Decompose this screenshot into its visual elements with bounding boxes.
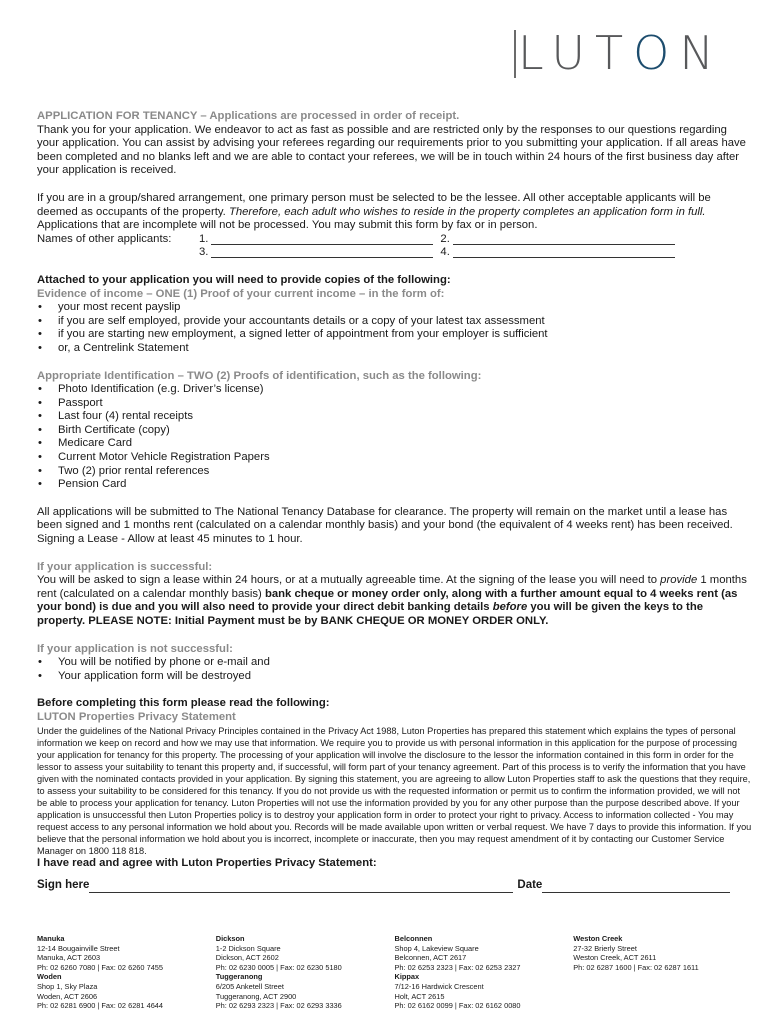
office-phone: Ph: 02 6293 2323 | Fax: 02 6293 3336 xyxy=(215,1001,342,1011)
date-field[interactable] xyxy=(542,881,730,893)
office-column xyxy=(573,934,752,1011)
applicant-2-field[interactable] xyxy=(453,233,675,245)
office-name: Kippax xyxy=(394,972,420,982)
office-name: Tuggeranong xyxy=(215,972,263,982)
office-address: 7/12-16 Hardwick Crescent xyxy=(394,981,484,991)
list-item: • if you are self employed, provide your accountants details or a copy of your latest tax assessment xyxy=(37,315,752,329)
office-suburb: Manuka, ACT 2603 xyxy=(37,953,101,963)
applicant-4-label: 4. xyxy=(440,246,450,259)
names-indent xyxy=(37,246,197,260)
office-suburb: Dickson, ACT 2602 xyxy=(215,953,279,963)
attached-heading-text: Attached to your application you will need to provide copies of the following: xyxy=(37,273,451,286)
successful-text-5: before xyxy=(492,601,528,614)
office-phone: Ph: 02 6260 7080 | Fax: 02 6260 7455 xyxy=(37,962,164,972)
group-text-3: Applications that are incomplete will not be processed. You may submit this form by fax or in person. xyxy=(37,219,538,232)
list-item: • Medicare Card xyxy=(37,437,752,451)
names-label: Names of other applicants: xyxy=(37,232,172,245)
office-name: Weston Creek xyxy=(573,934,623,943)
office-column xyxy=(395,934,574,1011)
applicant-3-field[interactable] xyxy=(211,246,433,258)
office-column xyxy=(37,934,216,1011)
successful-text-6: you will be given the keys to the property. PLEASE NOTE: Initial Payment must be by BANK CHEQUE OR MONEY ORDER ONLY. xyxy=(37,601,704,627)
list-item: • Pension Card xyxy=(37,478,752,492)
list-item: • You will be notified by phone or e-mail and xyxy=(37,656,752,670)
income-list xyxy=(37,301,752,355)
privacy-statement: Under the guidelines of the National Privacy Principles contained in the Privacy Act 1988, Luton Properties has prepared this statement which explains the types of personal information we keep on record and how we may use that information. We require you to provide us with personal information in this application for the purpose of processing your application for tenancy for this property. The processing of your application will involve the disclosure to the lessor the information contained in this form in order for the lessor to assess your suitability to tenant this property and, if successful, will form part of your tenancy agreement. Part of this process is to verify the information that you have given with the nominated contacts provided in your application. By signing this statement, you are agreeing to allow Luton Properties staff to ask the questions that they require, to assess your suitability to be considered for this tenancy. If you do not provide us with the requested information or permit us to confirm the information provided, we will not be able to process your application for tenancy. Luton Properties will not use the information provided by you for any other purpose than the purpose described above. If your application is unsuccessful then Luton Properties policy is to destroy your application form in order to protect your right to privacy. Access to information collected - You may request access to any personal information we hold about you. Records will be made available upon written or verbal request. We have 7 days to provide this information. If you believe that the personal information we hold about you is incorrect, incomplete or inaccurate, then you may request amendment of it by contacting our Customer Service Manager on 1800 118 818. xyxy=(37,725,752,856)
identification-heading: Appropriate Identification – TWO (2) Proofs of identification, such as the following: xyxy=(37,369,482,382)
list-item: • your most recent payslip xyxy=(37,301,752,315)
logo-divider xyxy=(514,30,516,78)
applicant-2-label: 2. xyxy=(440,232,450,245)
successful-heading: If your application is successful: xyxy=(37,560,213,573)
office-address: Shop 4, Lakeview Square xyxy=(394,943,479,953)
list-item: • or, a Centrelink Statement xyxy=(37,342,752,356)
list-item: • Last four (4) rental receipts xyxy=(37,410,752,424)
database-paragraph: All applications will be submitted to The National Tenancy Database for clearance. The property will remain on the market until a lease has been signed and 1 months rent (calculated on a calendar monthly basis) and your bond (the equivalent of 4 weeks rent) has been received. Signing a Lease - Allow at least 45 minutes to 1 hour. xyxy=(37,505,733,546)
application-heading: APPLICATION FOR TENANCY – Applications are processed in order of receipt. xyxy=(37,110,460,122)
signature-row xyxy=(37,879,752,893)
list-item: • Birth Certificate (copy) xyxy=(37,424,752,438)
office-name: Belconnen xyxy=(394,934,433,943)
office-address: 1-2 Dickson Square xyxy=(215,943,281,953)
not-successful-heading: If your application is not successful: xyxy=(37,642,233,655)
list-item: • Your application form will be destroyed xyxy=(37,670,752,684)
attached-heading xyxy=(37,274,752,288)
not-successful-list xyxy=(37,656,752,683)
list-item: • Photo Identification (e.g. Driver’s license) xyxy=(37,383,752,397)
office-suburb: Holt, ACT 2615 xyxy=(394,991,445,1001)
office-address: 6/205 Anketell Street xyxy=(215,981,284,991)
logo-text: LUTON xyxy=(518,26,724,80)
income-heading: Evidence of income – ONE (1) Proof of your current income – in the form of: xyxy=(37,287,445,300)
list-item: • Current Motor Vehicle Registration Papers xyxy=(37,451,752,465)
successful-paragraph xyxy=(37,574,752,628)
agree-statement xyxy=(37,857,752,871)
identification-list xyxy=(37,383,752,492)
successful-text-1: You will be asked to sign a lease within 24 hours, or at a mutually agreeable time. At the signing of the lease you will need to xyxy=(37,574,661,587)
successful-text-4: bank cheque or money order only, along with a further amount equal to 4 weeks rent (as your bond) is due and you will also need to provide your direct debit banking details xyxy=(37,587,738,614)
office-address: 12-14 Bougainville Street xyxy=(37,943,120,953)
office-suburb: Weston Creek, ACT 2611 xyxy=(573,953,657,963)
before-heading xyxy=(37,697,752,711)
other-applicants-row-2 xyxy=(37,246,752,260)
list-item: • if you are starting new employment, a signed letter of appointment from your employer is sufficient xyxy=(37,328,752,342)
office-address: Shop 1, Sky Plaza xyxy=(37,981,98,991)
office-suburb: Belconnen, ACT 2617 xyxy=(394,953,467,963)
group-paragraph xyxy=(37,192,752,233)
office-phone: Ph: 02 6162 0099 | Fax: 02 6162 0080 xyxy=(394,1001,521,1011)
office-name: Woden xyxy=(37,972,62,982)
agree-text: I have read and agree with Luton Properties Privacy Statement: xyxy=(37,856,377,869)
office-phone: Ph: 02 6253 2323 | Fax: 02 6253 2327 xyxy=(394,962,521,972)
applicant-1-label: 1. xyxy=(199,232,209,245)
list-item: • Two (2) prior rental references xyxy=(37,465,752,479)
signature-field[interactable] xyxy=(89,881,513,893)
date-label: Date xyxy=(517,879,543,892)
group-text-2: Therefore, each adult who wishes to reside in the property completes an application form in full. xyxy=(225,205,706,218)
successful-text-3: 1 months rent (calculated on a calendar monthly basis) xyxy=(37,574,747,600)
office-phone: Ph: 02 6287 1600 | Fax: 02 6287 1611 xyxy=(573,962,699,972)
list-item: • Passport xyxy=(37,397,752,411)
office-phone: Ph: 02 6230 0005 | Fax: 02 6230 5180 xyxy=(215,962,342,972)
privacy-heading: LUTON Properties Privacy Statement xyxy=(37,710,236,723)
group-text-1: If you are in a group/shared arrangement, one primary person must be selected to be the lessee. All other acceptable applicants will be deemed as occupants of the property. xyxy=(37,191,711,218)
applicant-4-field[interactable] xyxy=(453,246,675,258)
office-suburb: Tuggeranong, ACT 2900 xyxy=(215,991,297,1001)
other-applicants-row xyxy=(37,233,752,247)
office-locations xyxy=(37,934,752,1011)
intro-paragraph: Thank you for your application. We endeavor to act as fast as possible and are restricted only by the responses to our questions regarding your application. You can assist by advising your referees regarding our requirements prior to you submitting your application. If all areas have been completed and no blanks left and we are able to contact your referees, we will be in touch within 24 hours of the first business day after your application is received. xyxy=(37,123,746,177)
office-name: Dickson xyxy=(215,934,245,943)
luton-logo xyxy=(518,28,724,78)
office-phone: Ph: 02 6281 6900 | Fax: 02 6281 4644 xyxy=(37,1001,164,1011)
office-address: 27-32 Brierly Street xyxy=(573,943,637,953)
before-heading-text: Before completing this form please read the following: xyxy=(37,697,330,710)
sign-label: Sign here xyxy=(37,879,90,892)
applicant-3-label: 3. xyxy=(199,246,209,259)
office-column xyxy=(216,934,395,1011)
form-content xyxy=(37,110,752,893)
office-name: Manuka xyxy=(37,934,65,943)
office-suburb: Woden, ACT 2606 xyxy=(37,991,98,1001)
applicant-1-field[interactable] xyxy=(211,233,433,245)
successful-text-2: provide xyxy=(660,574,698,587)
